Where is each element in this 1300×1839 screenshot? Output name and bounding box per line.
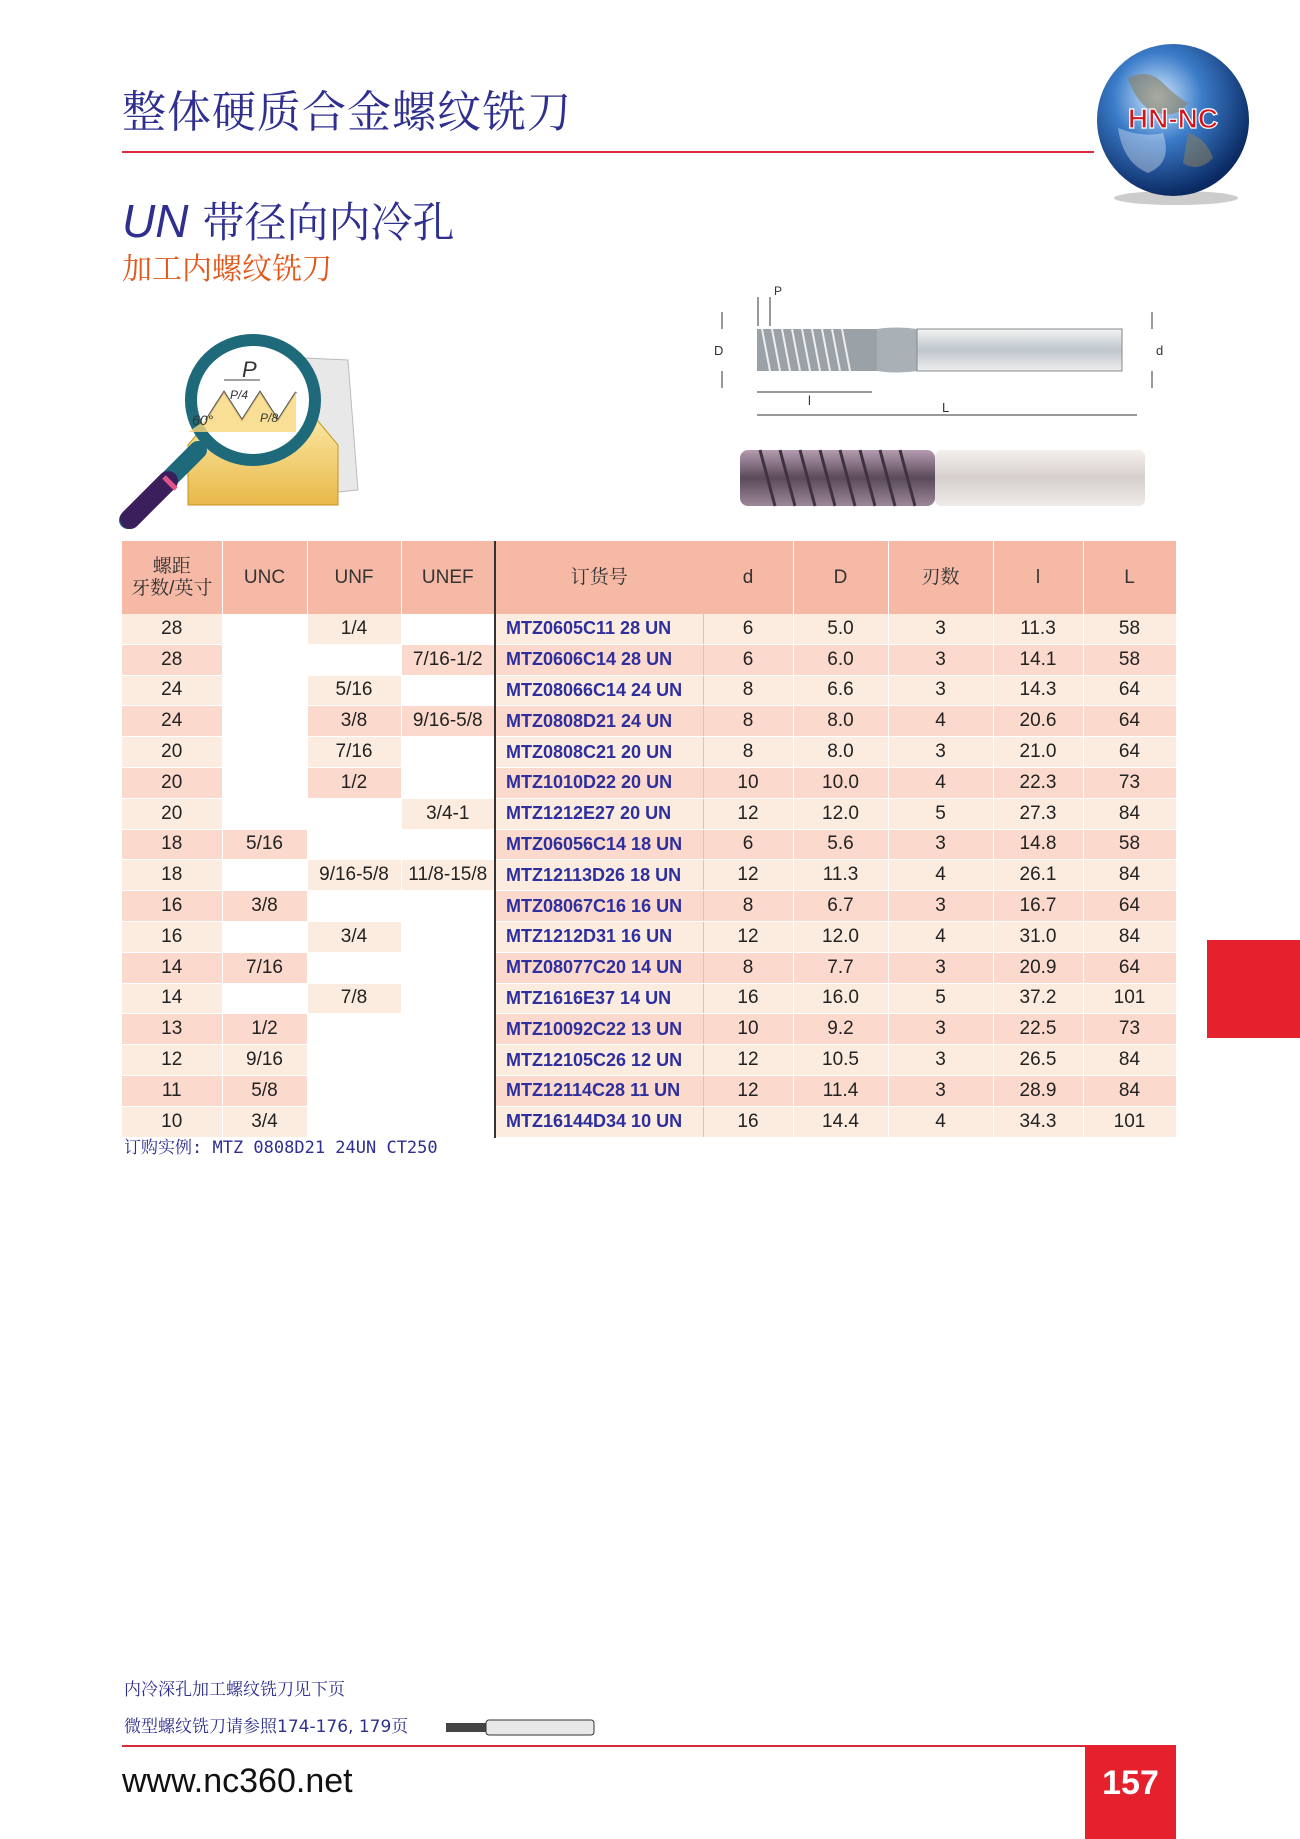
spec-table	[122, 541, 1177, 1138]
cell-pitch: 20	[122, 798, 222, 829]
dim-D: D	[714, 343, 724, 358]
cell-D: 5.6	[793, 829, 888, 860]
cell-unf: 1/2	[307, 767, 401, 798]
angle-label: 60°	[192, 412, 214, 428]
cell-unf: 9/16-5/8	[307, 860, 401, 891]
cell-unef	[401, 1045, 495, 1076]
page-number: 157	[1085, 1745, 1176, 1839]
cell-unc	[222, 921, 307, 952]
p8-label: P/8	[260, 411, 279, 425]
cell-unf: 3/8	[307, 706, 401, 737]
col-header-unc: UNC	[222, 541, 307, 614]
cell-l: 31.0	[993, 921, 1083, 952]
cell-L: 64	[1083, 737, 1176, 768]
col-header-pitch-line2: 牙数/英寸	[131, 577, 213, 599]
cell-flutes: 4	[888, 767, 993, 798]
cell-unc	[222, 767, 307, 798]
cell-unc: 5/16	[222, 829, 307, 860]
cell-l: 14.8	[993, 829, 1083, 860]
cell-L: 84	[1083, 798, 1176, 829]
cell-l: 14.1	[993, 644, 1083, 675]
website-link[interactable]: www.nc360.net	[122, 1762, 353, 1800]
cell-l: 21.0	[993, 737, 1083, 768]
table-row	[122, 798, 1176, 829]
title-divider	[122, 151, 1094, 153]
cell-pitch: 10	[122, 1106, 222, 1137]
cell-order: MTZ1212D31 16 UN	[495, 921, 703, 952]
table-row	[122, 644, 1176, 675]
col-header-L: L	[1083, 541, 1176, 614]
hn-nc-logo	[1088, 38, 1258, 208]
table-row	[122, 1045, 1176, 1076]
cell-unc: 7/16	[222, 952, 307, 983]
table-row	[122, 860, 1176, 891]
cell-pitch: 14	[122, 983, 222, 1014]
dim-l: l	[808, 393, 811, 408]
cell-unc	[222, 983, 307, 1014]
table-row	[122, 921, 1176, 952]
cell-L: 101	[1083, 983, 1176, 1014]
col-header-l: l	[993, 541, 1083, 614]
cell-l: 20.9	[993, 952, 1083, 983]
cell-D: 16.0	[793, 983, 888, 1014]
cell-unc	[222, 798, 307, 829]
cell-D: 6.7	[793, 891, 888, 922]
dim-L: L	[942, 400, 950, 415]
cell-pitch: 16	[122, 891, 222, 922]
cell-flutes: 3	[888, 1075, 993, 1106]
col-header-d: d	[703, 541, 793, 614]
cell-D: 10.0	[793, 767, 888, 798]
cell-unef: 3/4-1	[401, 798, 495, 829]
cell-unc	[222, 644, 307, 675]
thread-profile-illustration	[118, 325, 370, 531]
cell-unef	[401, 1014, 495, 1045]
cell-d: 10	[703, 1014, 793, 1045]
cell-unef	[401, 891, 495, 922]
cell-flutes: 3	[888, 829, 993, 860]
cell-order: MTZ12105C26 12 UN	[495, 1045, 703, 1076]
cell-D: 9.2	[793, 1014, 888, 1045]
table-row	[122, 1075, 1176, 1106]
cell-L: 64	[1083, 952, 1176, 983]
col-header-flutes: 刃数	[888, 541, 993, 614]
cell-unf	[307, 891, 401, 922]
cell-d: 8	[703, 675, 793, 706]
note-micro: 微型螺纹铣刀请参照174-176, 179页	[124, 1717, 409, 1737]
cell-unc	[222, 737, 307, 768]
cell-L: 58	[1083, 644, 1176, 675]
cell-l: 11.3	[993, 614, 1083, 644]
cell-D: 6.0	[793, 644, 888, 675]
cell-L: 64	[1083, 891, 1176, 922]
cell-d: 12	[703, 798, 793, 829]
table-row	[122, 1014, 1176, 1045]
dim-d: d	[1156, 343, 1164, 358]
micro-tool-icon	[446, 1716, 596, 1738]
cell-d: 6	[703, 614, 793, 644]
cell-d: 8	[703, 706, 793, 737]
cell-flutes: 4	[888, 921, 993, 952]
cell-order: MTZ1212E27 20 UN	[495, 798, 703, 829]
cell-D: 10.5	[793, 1045, 888, 1076]
table-row	[122, 767, 1176, 798]
cell-l: 16.7	[993, 891, 1083, 922]
cell-flutes: 3	[888, 737, 993, 768]
cell-order: MTZ0808C21 20 UN	[495, 737, 703, 768]
cell-d: 8	[703, 891, 793, 922]
cell-unf: 1/4	[307, 614, 401, 644]
cell-d: 12	[703, 921, 793, 952]
cell-D: 12.0	[793, 921, 888, 952]
cell-D: 6.6	[793, 675, 888, 706]
cell-l: 22.3	[993, 767, 1083, 798]
cell-D: 14.4	[793, 1106, 888, 1137]
section-subheading: 加工内螺纹铣刀	[122, 252, 332, 287]
cell-l: 34.3	[993, 1106, 1083, 1137]
cell-unf	[307, 1014, 401, 1045]
cell-L: 84	[1083, 921, 1176, 952]
cell-D: 11.3	[793, 860, 888, 891]
cell-L: 64	[1083, 675, 1176, 706]
cell-flutes: 3	[888, 891, 993, 922]
cell-unf: 7/16	[307, 737, 401, 768]
cell-order: MTZ06056C14 18 UN	[495, 829, 703, 860]
cell-unc	[222, 675, 307, 706]
cell-unef	[401, 767, 495, 798]
note-deep-hole: 内冷深孔加工螺纹铣刀见下页	[124, 1680, 345, 1700]
cell-pitch: 18	[122, 829, 222, 860]
cell-pitch: 16	[122, 921, 222, 952]
cell-unef	[401, 675, 495, 706]
cell-pitch: 14	[122, 952, 222, 983]
cell-unc: 5/8	[222, 1075, 307, 1106]
cell-pitch: 20	[122, 737, 222, 768]
logo-text: HN-NC	[1127, 103, 1219, 134]
tool-photo	[740, 445, 1150, 511]
cell-l: 22.5	[993, 1014, 1083, 1045]
cell-unef: 9/16-5/8	[401, 706, 495, 737]
cell-unef	[401, 983, 495, 1014]
cell-pitch: 20	[122, 767, 222, 798]
cell-pitch: 24	[122, 706, 222, 737]
col-header-unef: UNEF	[401, 541, 495, 614]
cell-order: MTZ08077C20 14 UN	[495, 952, 703, 983]
cell-unf: 3/4	[307, 921, 401, 952]
cell-l: 26.5	[993, 1045, 1083, 1076]
cell-D: 12.0	[793, 798, 888, 829]
cell-order: MTZ10092C22 13 UN	[495, 1014, 703, 1045]
table-row	[122, 829, 1176, 860]
section-heading-un: UN	[122, 195, 189, 247]
cell-D: 7.7	[793, 952, 888, 983]
cell-flutes: 4	[888, 706, 993, 737]
tool-dimension-drawing	[712, 282, 1182, 430]
cell-order: MTZ08067C16 16 UN	[495, 891, 703, 922]
section-heading-text: 带径向内冷孔	[202, 198, 455, 247]
col-header-pitch-line1: 螺距	[152, 555, 191, 577]
cell-l: 14.3	[993, 675, 1083, 706]
cell-D: 11.4	[793, 1075, 888, 1106]
cell-L: 84	[1083, 1045, 1176, 1076]
cell-D: 8.0	[793, 737, 888, 768]
cell-unc: 3/4	[222, 1106, 307, 1137]
cell-flutes: 3	[888, 952, 993, 983]
cell-unc: 1/2	[222, 1014, 307, 1045]
section-tab	[1207, 940, 1300, 1038]
cell-unc	[222, 706, 307, 737]
table-row	[122, 737, 1176, 768]
cell-unef: 7/16-1/2	[401, 644, 495, 675]
cell-pitch: 24	[122, 675, 222, 706]
dim-P: P	[774, 284, 783, 298]
cell-L: 73	[1083, 767, 1176, 798]
cell-unf	[307, 952, 401, 983]
cell-unf: 7/8	[307, 983, 401, 1014]
cell-L: 58	[1083, 614, 1176, 644]
cell-d: 12	[703, 1045, 793, 1076]
cell-order: MTZ0605C11 28 UN	[495, 614, 703, 644]
pitch-label: P	[242, 357, 257, 382]
cell-l: 37.2	[993, 983, 1083, 1014]
cell-order: MTZ12114C28 11 UN	[495, 1075, 703, 1106]
cell-unef	[401, 1075, 495, 1106]
cell-l: 20.6	[993, 706, 1083, 737]
cell-unef	[401, 737, 495, 768]
cell-unef	[401, 952, 495, 983]
table-row	[122, 706, 1176, 737]
cell-d: 6	[703, 829, 793, 860]
cell-flutes: 3	[888, 675, 993, 706]
cell-order: MTZ1616E37 14 UN	[495, 983, 703, 1014]
cell-d: 8	[703, 952, 793, 983]
cell-L: 73	[1083, 1014, 1176, 1045]
cell-order: MTZ0606C14 28 UN	[495, 644, 703, 675]
cell-L: 64	[1083, 706, 1176, 737]
table-row	[122, 675, 1176, 706]
cell-unf: 5/16	[307, 675, 401, 706]
col-header-order: 订货号	[495, 541, 703, 614]
cell-flutes: 3	[888, 1045, 993, 1076]
cell-flutes: 5	[888, 798, 993, 829]
cell-flutes: 4	[888, 860, 993, 891]
cell-d: 6	[703, 644, 793, 675]
cell-d: 10	[703, 767, 793, 798]
cell-unef	[401, 614, 495, 644]
cell-D: 8.0	[793, 706, 888, 737]
cell-L: 101	[1083, 1106, 1176, 1137]
cell-d: 12	[703, 1075, 793, 1106]
cell-order: MTZ16144D34 10 UN	[495, 1106, 703, 1137]
cell-unef	[401, 829, 495, 860]
table-row	[122, 891, 1176, 922]
cell-unf	[307, 798, 401, 829]
p4-label: P/4	[230, 388, 249, 402]
cell-unc	[222, 614, 307, 644]
cell-unc	[222, 860, 307, 891]
table-row	[122, 952, 1176, 983]
footer-divider	[122, 1745, 1085, 1747]
cell-l: 26.1	[993, 860, 1083, 891]
cell-d: 16	[703, 983, 793, 1014]
table-header-row	[122, 541, 1176, 614]
cell-D: 5.0	[793, 614, 888, 644]
cell-L: 84	[1083, 860, 1176, 891]
cell-unc: 3/8	[222, 891, 307, 922]
cell-L: 58	[1083, 829, 1176, 860]
cell-unef	[401, 921, 495, 952]
table-row	[122, 983, 1176, 1014]
cell-unf	[307, 1045, 401, 1076]
cell-order: MTZ12113D26 18 UN	[495, 860, 703, 891]
cell-order: MTZ08066C14 24 UN	[495, 675, 703, 706]
cell-pitch: 11	[122, 1075, 222, 1106]
table-row	[122, 614, 1176, 644]
cell-order: MTZ1010D22 20 UN	[495, 767, 703, 798]
order-example: 订购实例: MTZ 0808D21 24UN CT250	[124, 1138, 438, 1158]
section-heading	[122, 190, 454, 250]
cell-unf	[307, 644, 401, 675]
page-title: 整体硬质合金螺纹铣刀	[122, 87, 572, 138]
cell-d: 16	[703, 1106, 793, 1137]
cell-pitch: 18	[122, 860, 222, 891]
cell-l: 27.3	[993, 798, 1083, 829]
cell-flutes: 4	[888, 1106, 993, 1137]
cell-unf	[307, 1075, 401, 1106]
cell-order: MTZ0808D21 24 UN	[495, 706, 703, 737]
cell-L: 84	[1083, 1075, 1176, 1106]
cell-pitch: 12	[122, 1045, 222, 1076]
cell-pitch: 28	[122, 614, 222, 644]
cell-pitch: 13	[122, 1014, 222, 1045]
cell-d: 12	[703, 860, 793, 891]
col-header-unf: UNF	[307, 541, 401, 614]
cell-flutes: 3	[888, 644, 993, 675]
cell-pitch: 28	[122, 644, 222, 675]
cell-d: 8	[703, 737, 793, 768]
cell-flutes: 5	[888, 983, 993, 1014]
cell-unc: 9/16	[222, 1045, 307, 1076]
cell-unef: 11/8-15/8	[401, 860, 495, 891]
col-header-pitch	[122, 541, 222, 614]
cell-unf	[307, 829, 401, 860]
cell-flutes: 3	[888, 1014, 993, 1045]
cell-l: 28.9	[993, 1075, 1083, 1106]
cell-flutes: 3	[888, 614, 993, 644]
col-header-D: D	[793, 541, 888, 614]
